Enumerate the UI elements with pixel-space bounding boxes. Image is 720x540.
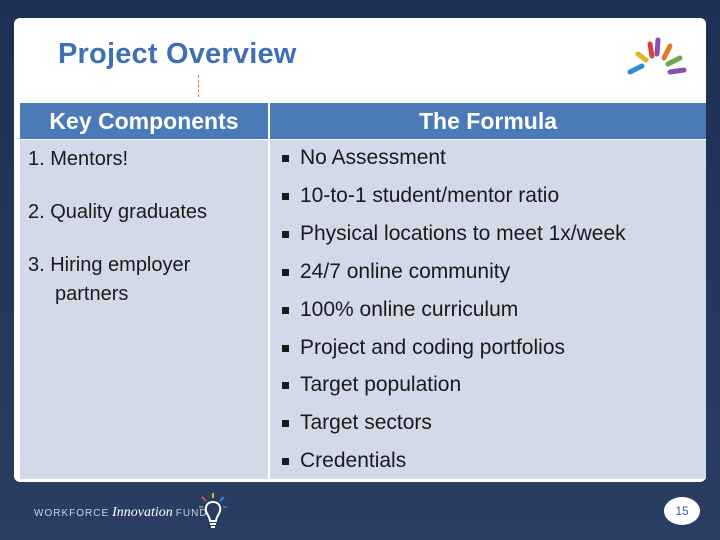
formula-item [280, 411, 432, 435]
color-burst-icon [620, 32, 692, 82]
formula-item [280, 222, 626, 246]
square-bullet-icon [282, 382, 289, 389]
formula-text: Target population [300, 373, 462, 396]
formula-item [280, 260, 510, 284]
overview-table [20, 103, 706, 479]
square-bullet-icon [282, 193, 289, 200]
logo-prefix: WORKFORCE [34, 508, 110, 519]
component-line-continued: partners [55, 283, 129, 305]
square-bullet-icon [282, 458, 289, 465]
formula-text: No Assessment [300, 146, 446, 169]
square-bullet-icon [282, 420, 289, 427]
component-item [28, 251, 190, 309]
logo-italic: Innovation [112, 505, 173, 520]
component-item: 2. Quality graduates [28, 201, 207, 223]
formula-item [280, 449, 406, 473]
header-the-formula: The Formula [270, 103, 706, 139]
square-bullet-icon [282, 269, 289, 276]
lightbulb-icon [198, 492, 228, 532]
formula-item [280, 146, 446, 170]
formula-text: Credentials [300, 449, 407, 472]
key-components-cell [20, 140, 268, 479]
header-key-components: Key Components [20, 103, 268, 139]
formula-text: Target sectors [300, 411, 432, 434]
formula-item [280, 373, 461, 397]
square-bullet-icon [282, 307, 289, 314]
formula-text: Physical locations to meet 1x/week [300, 222, 626, 245]
logo-suffix: FUND [175, 508, 208, 519]
workforce-innovation-fund-logo [34, 505, 208, 521]
formula-item [280, 336, 565, 360]
square-bullet-icon [282, 155, 289, 162]
formula-cell [270, 140, 706, 479]
formula-item [280, 298, 518, 322]
formula-text: Project and coding portfolios [300, 336, 565, 359]
page-number: 15 [664, 497, 700, 525]
decorative-dashed-line [198, 75, 200, 97]
component-item: 1. Mentors! [28, 148, 129, 170]
component-line: 3. Hiring employer [28, 254, 191, 276]
slide-title: Project Overview [58, 38, 297, 70]
square-bullet-icon [282, 231, 289, 238]
formula-item [280, 184, 559, 208]
formula-text: 10-to-1 student/mentor ratio [300, 184, 560, 207]
formula-text: 24/7 online community [300, 260, 511, 283]
formula-text: 100% online curriculum [300, 298, 519, 321]
square-bullet-icon [282, 345, 289, 352]
